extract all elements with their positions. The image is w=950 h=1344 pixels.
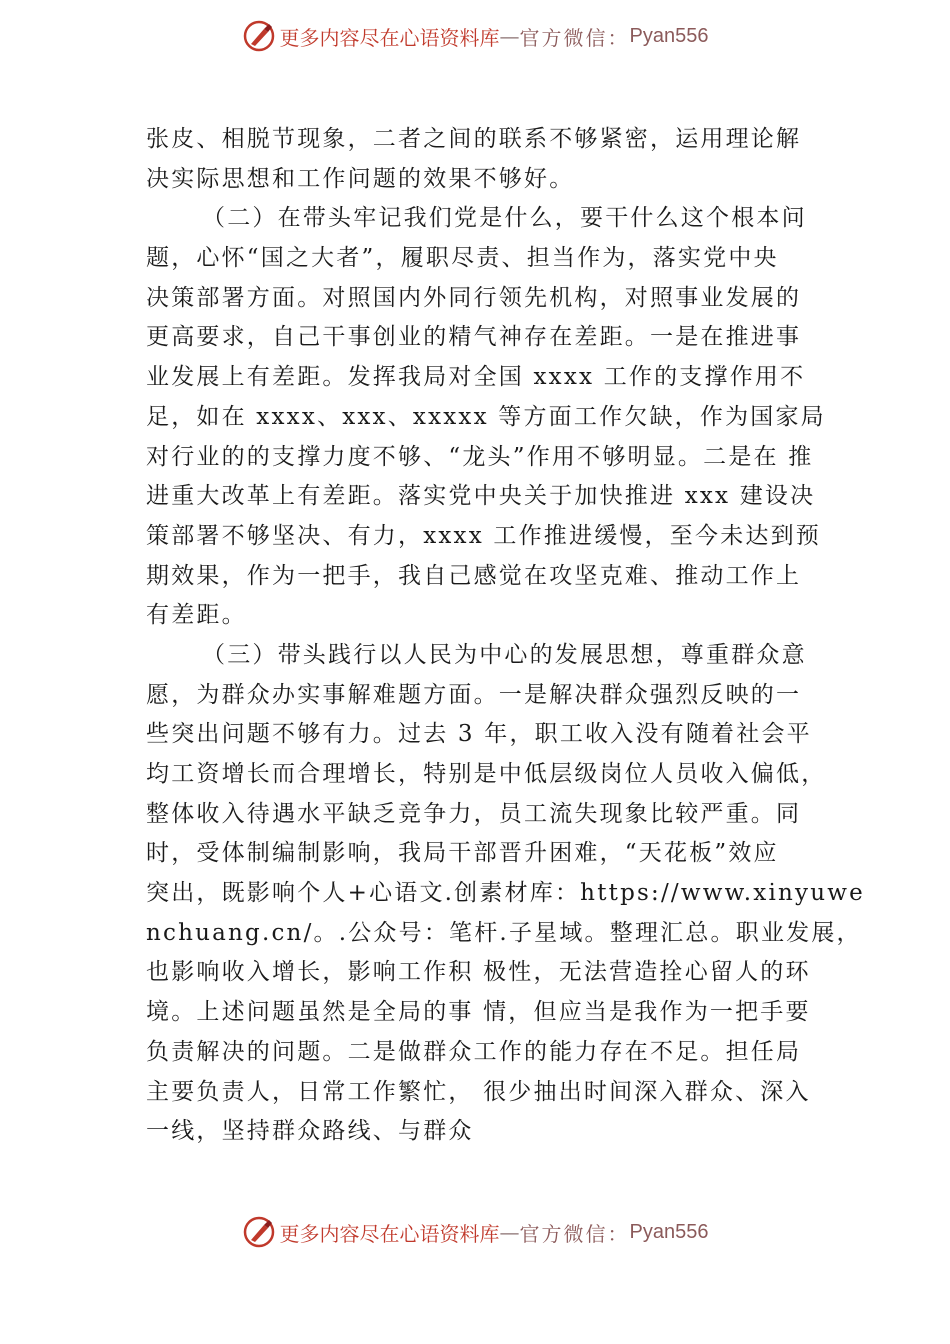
text-line: 主要负责人，日常工作繁忙， 很少抽出时间深入群众、深入 [146, 1078, 811, 1105]
text-line: 期效果，作为一把手，我自己感觉在攻坚克难、推动工作上 [146, 562, 802, 589]
text-line: 一线，坚持群众路线、与群众 [146, 1118, 474, 1145]
text-line: 也影响收入增长，影响工作积 极性，无法营造拴心留人的环 [146, 959, 811, 986]
text-line: 有差距。 [146, 602, 247, 629]
text-line: 更高要求，自己干事创业的精气神存在差距。一是在推进事 [146, 324, 802, 351]
header-watermark-banner [0, 14, 950, 58]
footer-watermark-banner [0, 1210, 950, 1254]
pen-circle-logo-icon [242, 1215, 276, 1249]
text-line: 决策部署方面。对照国内外同行领先机构，对照事业发展的 [146, 284, 802, 311]
banner-dash: — [499, 24, 520, 48]
text-line: 张皮、相脱节现象，二者之间的联系不够紧密，运用理论解 [146, 126, 802, 152]
text-line: 些突出问题不够有力。过去 3 年，职工收入没有随着社会平 [146, 721, 812, 748]
banner-title: 更多内容尽在心语资料库 [279, 25, 500, 50]
text-line: 境。上述问题虽然是全局的事 情，但应当是我作为一把手要 [146, 999, 811, 1026]
text-line: 时，受体制编制影响，我局干部晋升困难，“天花板”效应 [146, 840, 779, 867]
banner-wechat-label: 官方微信： [519, 1221, 630, 1246]
text-line: 整体收入待遇水平缺乏竞争力，员工流失现象比较严重。同 [146, 800, 802, 827]
text-line: 对行业的的支撑力度不够、“龙头”作用不够明显。二是在 推 [146, 443, 814, 470]
text-line: 突出，既影响个人+心语文.创素材库：https://www.xinyuwe [146, 880, 865, 907]
text-line: 题，心怀“国之大者”，履职尽责、担当作为，落实党中央 [146, 245, 779, 272]
banner-wechat-id: Pyan556 [629, 1220, 709, 1243]
text-line: nchuang.cn/。.公众号：笔杆.子星域。整理汇总。职业发展， [146, 919, 862, 946]
text-line: 业发展上有差距。发挥我局对全国 xxxx 工作的支撑作用不 [146, 364, 806, 391]
text-line: 足，如在 xxxx、xxx、xxxxx 等方面工作欠缺，作为国家局 [146, 403, 826, 430]
text-line: 策部署不够坚决、有力，xxxx 工作推进缓慢，至今未达到预 [146, 522, 821, 549]
text-line: 进重大改革上有差距。落实党中央关于加快推进 xxx 建设决 [146, 483, 816, 510]
text-line: 负责解决的问题。二是做群众工作的能力存在不足。担任局 [146, 1038, 802, 1065]
pen-circle-logo-icon [242, 19, 276, 53]
text-line: 决实际思想和工作问题的效果不够好。 [146, 165, 575, 192]
banner-dash: — [499, 1220, 520, 1244]
banner-wechat-id: Pyan556 [629, 24, 709, 47]
section-heading-line: （三）带头践行以人民为中心的发展思想，尊重群众意 [202, 641, 807, 668]
banner-wechat-label: 官方微信： [519, 25, 630, 50]
text-line: 均工资增长而合理增长，特别是中低层级岗位人员收入偏低， [146, 761, 827, 787]
text-line: 愿，为群众办实事解难题方面。一是解决群众强烈反映的一 [146, 681, 802, 708]
document-body [146, 120, 865, 1152]
section-heading-line: （二）在带头牢记我们党是什么，要干什么这个根本问 [202, 205, 807, 232]
banner-title: 更多内容尽在心语资料库 [279, 1221, 500, 1246]
